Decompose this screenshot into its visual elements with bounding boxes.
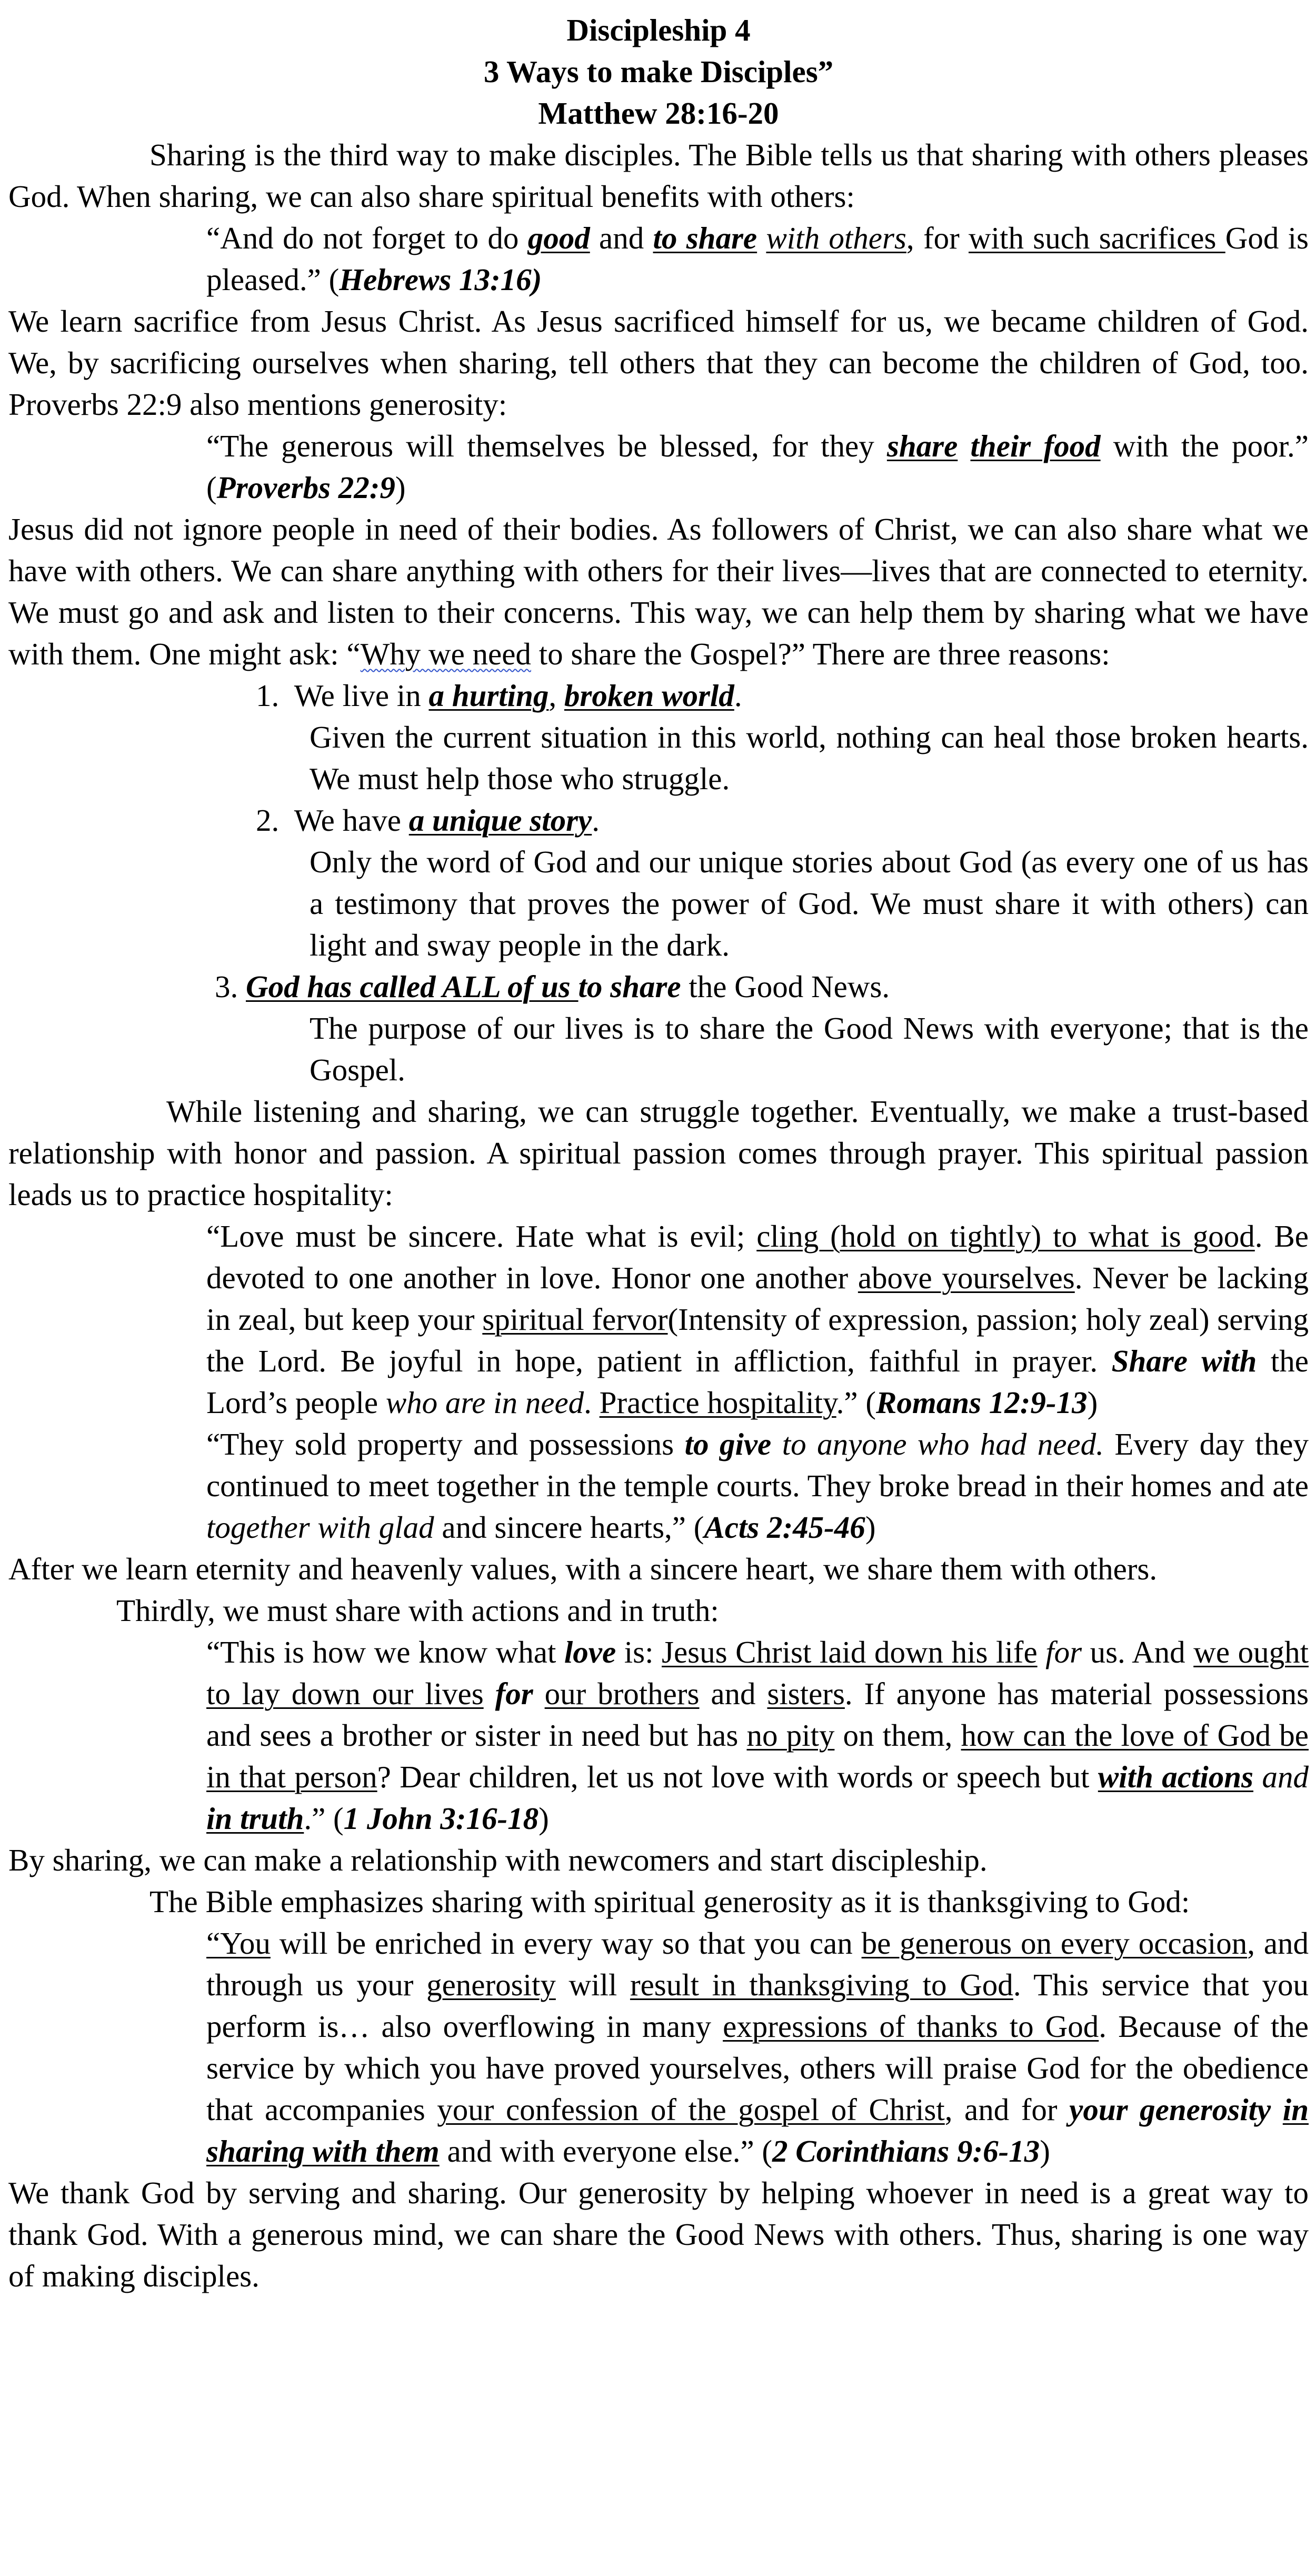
paragraph-jesus-needs: Jesus did not ignore people in need of their bodies. As followers of Christ, we can also share what we have with others. We can share anything with others for their lives—lives that are connected to eternity. We must go and ask and listen to their concerns. This way, we can help them by sharing what we have with them. One might ask: “Why we need to share the Gospel?” There are three reasons: xyxy=(8,512,1309,671)
paragraph-newcomers: By sharing, we can make a relationship with newcomers and start discipleship. xyxy=(8,1843,988,1877)
reason-1-body: Given the current situation in this world, nothing can heal those broken hearts. We must help those who struggle. xyxy=(310,720,1309,796)
reference-1john: 1 John 3:16-18 xyxy=(343,1801,539,1836)
paragraph-sacrifice: We learn sacrifice from Jesus Christ. As Jesus sacrificed himself for us, we became children of God. We, by sacrificing ourselves when sharing, tell others that they can become the children of God, too. Proverbs 22:9 also mentions generosity: xyxy=(8,304,1309,422)
title-block xyxy=(8,9,1309,134)
quote-proverbs: “The generous will themselves be blessed, for they share their food with the poor.” (Proverbs 22:9) xyxy=(206,429,1309,505)
quote-1john: “This is how we know what love is: Jesus Christ laid down his life for us. And we ought to lay down our lives for our brothers and sisters. If anyone has material possessions and sees a brother or sister in need but has no pity on them, how can the love of God be in that person? Dear children, let us not love with words or speech but with actions and in truth.” (1 John 3:16-18) xyxy=(206,1635,1309,1836)
reason-2: 2. We have a unique story. xyxy=(256,803,600,838)
quote-hebrews: “And do not forget to do good and to share with others, for with such sacrifices God is pleased.” (Hebrews 13:16) xyxy=(206,221,1309,297)
intro-paragraph: Sharing is the third way to make disciples. The Bible tells us that sharing with others pleases God. When sharing, we can also share spiritual benefits with others: xyxy=(8,137,1309,214)
reason-3: 3. God has called ALL of us to share the Good News. xyxy=(215,969,890,1004)
paragraph-conclusion: We thank God by serving and sharing. Our generosity by helping whoever in need is a great way to thank God. With a generous mind, we can share the Good News with others. Thus, sharing is one way of making disciples. xyxy=(8,2175,1309,2293)
title-line-3: Matthew 28:16-20 xyxy=(538,96,779,131)
quote-2corinthians: “You will be enriched in every way so that you can be generous on every occasion, and through us your generosity will result in thanksgiving to God. This service that you perform is… also overflowing in many expressions of thanks to God. Because of the service by which you have proved yourselves, others will praise God for the obedience that accompanies your confession of the gospel of Christ, and for your generosity in sharing with them and with everyone else.” (2 Corinthians 9:6-13) xyxy=(206,1926,1309,2169)
reference-proverbs: Proverbs 22:9 xyxy=(216,470,395,505)
reference-romans: Romans 12:9-13 xyxy=(876,1385,1088,1420)
quote-romans: “Love must be sincere. Hate what is evil; cling (hold on tightly) to what is good. Be devoted to one another in love. Honor one another above yourselves. Never be lacking in zeal, but keep your spiritual fervor(Intensity of expression, passion; holy zeal) serving the Lord. Be joyful in hope, patient in affliction, faithful in prayer. Share with the Lord’s people who are in need. Practice hospitality.” (Romans 12:9-13) xyxy=(206,1219,1309,1420)
paragraph-eternity: After we learn eternity and heavenly values, with a sincere heart, we share them with others. xyxy=(8,1551,1158,1586)
quote-acts: “They sold property and possessions to give to anyone who had need. Every day they continued to meet together in the temple courts. They broke bread in their homes and ate together with glad and sincere hearts,” (Acts 2:45-46) xyxy=(206,1427,1309,1545)
paragraph-listening: While listening and sharing, we can struggle together. Eventually, we make a trust-based relationship with honor and passion. A spiritual passion comes through prayer. This spiritual passion leads us to practice hospitality: xyxy=(8,1094,1309,1212)
reference-2corinthians: 2 Corinthians 9:6-13 xyxy=(772,2134,1040,2169)
reason-3-body: The purpose of our lives is to share the Good News with everyone; that is the Gospel. xyxy=(310,1011,1309,1087)
reference-acts: Acts 2:45-46 xyxy=(704,1510,865,1545)
title-line-2: 3 Ways to make Disciples” xyxy=(483,54,834,89)
grammar-flag: Why we need xyxy=(360,636,531,671)
paragraph-generosity: The Bible emphasizes sharing with spiritual generosity as it is thanksgiving to God: xyxy=(149,1884,1190,1919)
title-line-1: Discipleship 4 xyxy=(566,13,751,47)
reason-2-body: Only the word of God and our unique stories about God (as every one of us has a testimony that proves the power of God. We must share it with others) can light and sway people in the dark. xyxy=(310,844,1309,962)
reason-1: 1. We live in a hurting, broken world. xyxy=(256,678,742,713)
reference-hebrews: Hebrews 13:16) xyxy=(339,262,542,297)
paragraph-thirdly: Thirdly, we must share with actions and in truth: xyxy=(116,1593,719,1628)
